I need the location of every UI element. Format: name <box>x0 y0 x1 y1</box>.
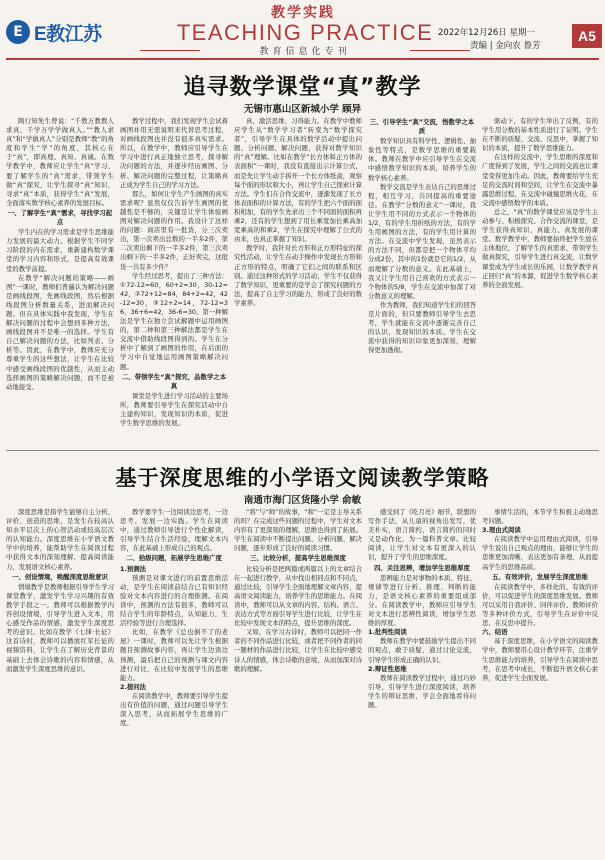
paragraph: 教师在阅读教学过程中，通过巧妙引导，引导学生进行深度阅读，培养学生的辩证思维，学会全面地看待问题。 <box>368 673 476 709</box>
paragraph: 驱动下，有的学生举出了反例，有的学生用分数的基本性质进行了证明。学生在不断的质疑、交流、反思中，掌握了知识的本质，提升了数学思维能力。 <box>482 117 598 153</box>
editor-credit: 责编 | 金向农 鲁芳 <box>470 41 541 51</box>
paragraph: 作为教师，我们知道学生们的回答是片面的，但只要教师引导学生去思考，学生就能在交流中逐渐完善自己的认识，发现知识的本质。学生在交流中获得的知识印象更加深刻，理解得更加透彻。 <box>368 300 476 355</box>
section-heading: 三、比较分析，提高学生思维深度 <box>250 554 346 563</box>
subsection-heading: 1.批判性阅读 <box>368 628 407 637</box>
paragraph: 在教学“解决问题的策略——画图”一课时，教师们普遍认为解决问题是画线段图，先画线段图，然后根据线段图分析数量关系，进而解决问题。但在具体实践中我发现，学生在解决问题的过程中会想到多种方法，画线段图并不是唯一的选择。学生有自己解决问题的方法，比如列表、分析等。因此，在教学中，教师应充分尊重学生的这些想法，让学生在比较中感受画线段图的优越性，从而主动选择画图的策略解决问题，而不是被动地接受。 <box>6 273 114 391</box>
column-subtitle: 教育信息化专刊 <box>259 47 351 57</box>
paragraph: 基于深度思维，在小学语文的阅读教学中，教师要用心设计教学环节，注重学生思维能力的培养，引导学生在阅读中思考，在思考中成长，不断提升语文核心素养，促进学生全面发展。 <box>482 637 598 682</box>
paragraph: 那么，如何让学生产生画图的真实需求呢？显然仅仅告诉学生画图的优越性是不够的，关键是让学生体验画图对解决问题的作用。我设计了这样的问题：商店里有一批货，分三次卖出，第一次卖出总数的一半多2件，第二次卖出剩下的一半多2件，第三次卖出剩下的一半多2件，正好卖完，这批货一共有多少件？ <box>120 189 228 271</box>
paragraph: 教学时，我针对长方形和正方形特征的探究性活动，让学生在动手操作中发现长方形和正方形的特点，明确了它们之间的联系和区别。通过这种形式的学习活动，学生不仅获得了数学知识，更重要的是学会了探究问题的方法，提高了自主学习的能力，形成了良好的数学素养。 <box>234 244 362 307</box>
page-number-badge: A5 <box>572 24 602 48</box>
article2-column-3 <box>234 508 362 854</box>
article2-column-2 <box>120 508 228 854</box>
paragraph: 总之，“真”的数学课堂应该是学生主动参与、积极探究、合作交流的课堂，是学生获得真知识、真能力、真发展的课堂。数学教学中，教师要始终把学生放在主体地位，了解学生的真需求，带领学生做真探究，引导学生进行真交流，让数学课堂成为学生成长的乐园，让数学教学真正回归“真”的本源，促进学生数学核心素养的全面发展。 <box>482 207 598 289</box>
paragraph: 数学知识具有科学性、逻辑性、抽象性等特点，是数学思维的重要载体。教师在教学中应引导学生在交流中感悟数学知识的本质，培养学生的数学核心素养。 <box>368 137 476 182</box>
subsection-heading: 1.预测法 <box>120 564 147 573</box>
subsection-heading: 3.理由式阅读 <box>482 526 521 535</box>
subsection-heading: 2.辩证性思维 <box>368 664 407 673</box>
article1-column-2 <box>120 117 228 445</box>
paragraph: 又如，在学习古诗时，教师可以把同一作者的不同作品进行比较，或者把不同作者的同一题材的作品进行比较，让学生在比较中感受诗人的情感，体会诗歌的意境，从而加深对诗歌的理解。 <box>234 628 362 673</box>
paragraph: 真、激活思维、习得能力。在教学中教师应学生从“数学学习者”转变为“数学探究者”，引导学生在具体的数学活动中提出问题、分析问题、解决问题，获得对数学知识的“真”理解。比如在教学“长方体和正方体的表面积”一课时，我没有直接出示计算公式，而是先让学生动手拆开一个长方体纸盒，观察每个面的形状和大小，再让学生自己探索计算方法。学生们在合作交流中，逐渐发现了长方体表面积的计算方法，有的学生把六个面的面积相加，有的学生先求出三个不同面的面积再乘2，还有的学生想到了用长乘宽加长乘高加宽乘高的和乘2，学生在探究中理解了公式的由来，也真正掌握了知识。 <box>234 117 362 244</box>
subsection-heading: 2.提问法 <box>120 682 147 691</box>
issue-date: 2022年12月26日 星期一 <box>438 28 535 38</box>
paragraph: 比较分析是把两篇或两篇以上的文章结合在一起进行教学，从中找出相同点和不同点，通过比较，引导学生全面地理解文章内容，提高语文阅读能力，培养学生的思维能力。在阅读中，教师可以从文章的内容、结构、语言、表达方式等方面引导学生进行比较，让学生在比较中发现文本的特点，提升思维的深度。 <box>234 564 362 628</box>
paragraph: 陶行知先生曾说：“千教万教教人求真，千学万学学做真人。”“教人求真”和“学做真人”分别是教师“教”的角度和学生“学”的角度，其核心在于“真”，即真理、真知、真诚。在数学教学中，教师应让学生“真”学习、要了解学生的“真”需求，带领学生做“真”探究，让学生探寻“真”知识、寻求“真”本质，获得学生“真”发展，全面落实数学核心素养的发展目标。 <box>6 117 114 207</box>
paragraph: 情境教学是教师根据引导学生学习课堂教学，激发学生学习兴趣的有效教学手段之一。教师可以根据教学内容创设情境，引导学生进入文本，用心感受作品的情感，激发学生深度思考的意识。比如在教学《七律·长征》这首诗时，教师可以播放红军长征的视频资料，让学生在了解历史背景的基础上去体会诗歌的内容和情感，从而激发学生深度思维的意识。 <box>6 582 114 673</box>
masthead-underline <box>6 58 599 60</box>
column-title-en: TEACHING PRACTICE <box>176 20 434 45</box>
section-heading: 三、引导学生“真”交流，悟数学之本质 <box>369 118 475 136</box>
article2-column-5 <box>482 508 598 854</box>
section-heading: 五、有效评价，发展学生深度思维 <box>492 572 588 581</box>
masthead-rule-right <box>410 50 470 51</box>
column-title-cn: 教学实践 <box>271 5 335 21</box>
article-divider <box>6 450 599 451</box>
paragraph: 比如，在教学《总也倒不了的老屋》一课时，教师可以先让学生根据题目预测故事内容，再让学生边读边预测，最后把自己的预测与课文内容进行对比，在比较中发展学生的思维能力。 <box>120 628 228 682</box>
article1-column-5 <box>482 117 598 445</box>
paragraph: 教师在教学中要鼓励学生提出不同的观点，敢于质疑，通过讨论交流，引导学生形成正确的认识。 <box>368 637 476 664</box>
article1-byline: 无锡市惠山区新城小学 顾异 <box>243 104 362 115</box>
paragraph: 在阅读教学中，教师要引导学生提出有价值的问题，通过问题引导学生深入思考，从而拓展学生思维的广度。 <box>120 691 228 728</box>
paragraph: 在阅读教学中运用理由式阅读，引导学生说出自己观点的理由，能够让学生的思维更加清晰，表达更加有条理，从而提高学生的思维品质。 <box>482 535 598 571</box>
article2-byline: 南通市海门区货隆小学 俞敏 <box>243 495 362 506</box>
paragraph: 教学要学生一边阅读边思考，一边思考、发展一边实践。学生在阅读中，通过教师引导进行个性化解读，引导学生结合生活经验、理解文本内容，在此基础上形成自己的观点。 <box>120 508 228 553</box>
article1-column-4 <box>368 117 476 445</box>
article1-column-1 <box>6 117 114 445</box>
article2-title: 基于深度思维的小学语文阅读教学策略 <box>115 466 490 490</box>
paragraph: 感受到了《吃月亮》细节，联想的写作手法，从儿童的视角出发写，优美朴实，语言简约，语言简约的同时又是动作化，为一篇科普文章。比较阅读，让学生对文本有更深入的认识，提升了学生的思维深度。 <box>368 508 476 562</box>
paragraph: 事情生活的，本节学生积极主动地思考问题。 <box>482 508 598 526</box>
section-heading: 四、关注思辨，增加学生思维厚度 <box>374 563 470 572</box>
section-heading: 二、拾级问题，拓展学生思维广度 <box>126 554 222 563</box>
paragraph: 在阅读教学中，多样化的、有效的评价，可以促进学生的深度思维发展。教师可以采用自我评价、同伴评价、教师评价等多种评价方式，引导学生在评价中反思、在反思中提升。 <box>482 582 598 628</box>
section-heading: 二、带领学生“真”探究，品数学之本真 <box>121 372 227 390</box>
subsection-heading: 六、结语 <box>482 628 508 637</box>
paragraph: 数学交流是学生表达自己的思维过程，相互学习、共同提高的重要途径。在教学“分数的意义”一课时，我让学生用不同的方式表示一个物体的1/2，有的学生用折纸的方法，有的学生用画图的方法，有的学生用计算的方法。在交流中学生发现，虽然表示的方法不同，但都是把一个物体平均分成2份，其中的1份就是它的1/2，从而理解了分数的意义。在此基础上，我又让学生用自己喜欢的方式表示一个物体的5/8，学生在交流中加深了对分数意义的理解。 <box>368 182 476 300</box>
paragraph: 思辨能力是对事物的本质、特征、规律等进行分析、推理、判断的能力，是语文核心素养的重要组成部分。在阅读教学中，教师应引导学生对文本进行思辨性阅读，增加学生思维的厚度。 <box>368 573 476 628</box>
logo-mark-icon: E <box>6 20 30 44</box>
section-heading: 一、了解学生“真”需求，寻找学习起点 <box>7 208 113 227</box>
paragraph: 预测是对课文进行的前置思维活动，是学生在阅读前结合已有知识经验对文本内容进行的合理推测。在阅读中，预测的方法有很多，教师可以结合学生的年龄特点，认知能力，生活经验等进行合理选择。 <box>120 573 228 628</box>
masthead <box>0 0 605 58</box>
logo <box>6 16 134 48</box>
article1-title: 追寻数学课堂“真”教学 <box>183 75 422 100</box>
logo-text: E教江苏 <box>34 23 102 45</box>
paragraph: “将”与“帅”的故事，“和”一定是主导关系的吗？在完成这些问题的过程中，学生对文本内容有了更深刻的理解，思维也得到了拓展。学生在阅读中不断提出问题、分析问题、解决问题，逐步形成了良好的阅读习惯。 <box>234 508 362 553</box>
paragraph: 深度思维是指学生能够自主分析、评价、创造的思维，是发生在较高认知水平层次上的心智活动或较高层次的认知能力。深度思维在小学语文教学中的培养，能帮助学生在阅读过程中获得文本的深刻理解，提高阅读能力，发展语文核心素养。 <box>6 508 114 571</box>
paragraph: 在这样的交流中，学生思维的深度和广度得到了发展，学生之间的交流也让课堂变得更加生动。因此，教师要给学生充足的交流时间和空间，让学生在交流中暴露思维过程，在交流中碰撞思维火花，在交流中感悟数学的本质。 <box>482 153 598 207</box>
article2-column-1 <box>6 508 114 854</box>
paragraph: 课堂是学生进行学习活动的主要场所，教师要引导学生在探究活动中自主建构知识，发现知识的本质，促进学生数学思维的发展。 <box>120 391 228 428</box>
article2-column-4 <box>368 508 476 854</box>
paragraph: 教学过程中，我们发现学生会试着画图并用无需说明来代替思考过程，对画线段图也并没有很多真实需求。所以，在教学中，教师应引导学生在学习中进行真正地独立思考，探寻解决问题的方法，并逐步经历画图、分析、解决问题的完整过程，让策略真正成为学生自己的学习方法。 <box>120 117 228 189</box>
paragraph: 学生经过思考，提出了三种方法：①72-12=60，60+2=30，30-12=42，②72+12=84，84+2=42，42-12=30，③12+2=14，72-12=36，36+6=42，36-6=30。第一种解法是学生在独立尝试解题中运用画图的，第二种和第三种解法都是学生在交流中借助线段图得到的。学生在分析中了解到了画图的作用，在后面的学习中自觉地运用画图策略解决问题。 <box>120 271 228 371</box>
article1-column-3 <box>234 117 362 445</box>
section-heading: 一、创设情境，唤醒深度思维意识 <box>12 572 108 581</box>
paragraph: 学生内在的学习需求是学生思维能力发展的最大动力。根据学生不同学习阶段的内在需求，重新建构数学课堂的学习内容和形式，是提高有效课堂的教学前提。 <box>6 228 114 273</box>
masthead-rule-left <box>140 50 200 51</box>
